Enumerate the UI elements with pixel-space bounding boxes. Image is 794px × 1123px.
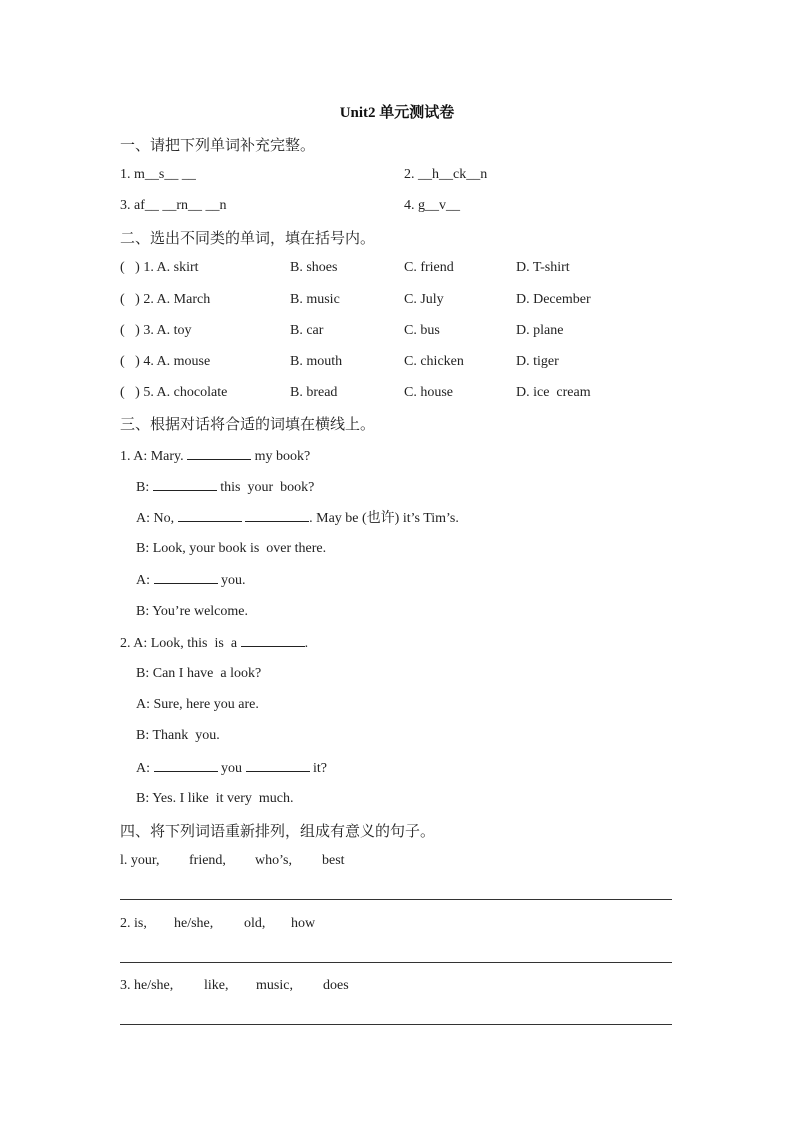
choice-a: ( ) 1. A. skirt (120, 260, 199, 275)
choice-c: C. house (404, 385, 453, 400)
choice-d: D. T-shirt (516, 260, 570, 275)
choice-row (120, 321, 680, 341)
choice-d: D. plane (516, 323, 564, 338)
dialogue1-line6: B: You’re welcome. (136, 604, 248, 619)
answer-line[interactable] (120, 899, 672, 900)
dialogue2-line5: A: you it? (136, 758, 327, 779)
choice-b: B. car (290, 323, 324, 338)
choice-b: B. music (290, 292, 340, 307)
word-item-4: 4. g__v__ (404, 198, 460, 213)
reorder-word: 3. he/she, (120, 978, 174, 993)
reorder-word: how (291, 916, 316, 931)
choice-d: D. tiger (516, 354, 559, 369)
choice-c: C. chicken (404, 354, 464, 369)
choice-a: ( ) 5. A. chocolate (120, 385, 228, 400)
reorder-word: like, (204, 978, 229, 993)
dialogue1-line5: A: you. (136, 570, 246, 591)
dialogue2-line4: B: Thank you. (136, 728, 220, 743)
choice-a: ( ) 4. A. mouse (120, 354, 211, 369)
choice-a: ( ) 3. A. toy (120, 323, 192, 338)
reorder-word: who’s, (255, 853, 292, 868)
word-item-2: 2. __h__ck__n (404, 167, 488, 182)
choice-c: C. friend (404, 260, 454, 275)
reorder-item (120, 851, 680, 871)
choice-row (120, 290, 680, 310)
answer-blank[interactable] (154, 758, 218, 772)
word-item-1: 1. m__s__ __ (120, 167, 196, 182)
answer-blank[interactable] (241, 633, 305, 647)
word-item-3: 3. af__ __rn__ __n (120, 198, 227, 213)
section4-heading: 四、将下列词语重新排列，组成有意义的句子。 (120, 822, 436, 840)
reorder-item (120, 976, 680, 996)
dialogue1-line2: B: this your book? (136, 477, 314, 498)
answer-blank[interactable] (154, 570, 218, 584)
reorder-word: best (322, 853, 345, 868)
choice-a: ( ) 2. A. March (120, 292, 211, 307)
section2-heading: 二、选出不同类的单词，填在括号内。 (120, 229, 376, 247)
reorder-item (120, 914, 680, 934)
reorder-word: friend, (189, 853, 226, 868)
dialogue2-line1: 2. A: Look, this is a . (120, 633, 308, 654)
section1-heading: 一、请把下列单词补充完整。 (120, 136, 316, 154)
choice-row (120, 258, 680, 278)
answer-line[interactable] (120, 962, 672, 963)
section3-heading: 三、根据对话将合适的词填在横线上。 (120, 415, 376, 433)
page-title: Unit2 单元测试卷 (339, 105, 455, 121)
answer-blank[interactable] (246, 758, 310, 772)
dialogue1-line1: 1. A: Mary. my book? (120, 446, 310, 467)
dialogue1-line4: B: Look, your book is over there. (136, 541, 327, 556)
choice-b: B. bread (290, 385, 338, 400)
reorder-word: he/she, (174, 916, 214, 931)
dialogue2-line2: B: Can I have a look? (136, 666, 262, 681)
dialogue2-line3: A: Sure, here you are. (136, 697, 259, 712)
choice-b: B. mouth (290, 354, 343, 369)
answer-blank[interactable] (178, 508, 242, 522)
choice-row (120, 383, 680, 403)
choice-c: C. July (404, 292, 444, 307)
choice-b: B. shoes (290, 260, 338, 275)
choice-d: D. ice cream (516, 385, 591, 400)
dialogue1-line3: A: No, . May be (也许) it’s Tim’s. (136, 508, 459, 529)
reorder-word: does (323, 978, 349, 993)
reorder-word: old, (244, 916, 266, 931)
answer-blank[interactable] (187, 446, 251, 460)
choice-c: C. bus (404, 323, 440, 338)
answer-blank[interactable] (245, 508, 309, 522)
reorder-word: 2. is, (120, 916, 147, 931)
reorder-word: music, (256, 978, 293, 993)
reorder-word: l. your, (120, 853, 160, 868)
choice-row (120, 352, 680, 372)
answer-blank[interactable] (153, 477, 217, 491)
choice-d: D. December (516, 292, 591, 307)
dialogue2-line6: B: Yes. I like it very much. (136, 791, 294, 806)
answer-line[interactable] (120, 1024, 672, 1025)
